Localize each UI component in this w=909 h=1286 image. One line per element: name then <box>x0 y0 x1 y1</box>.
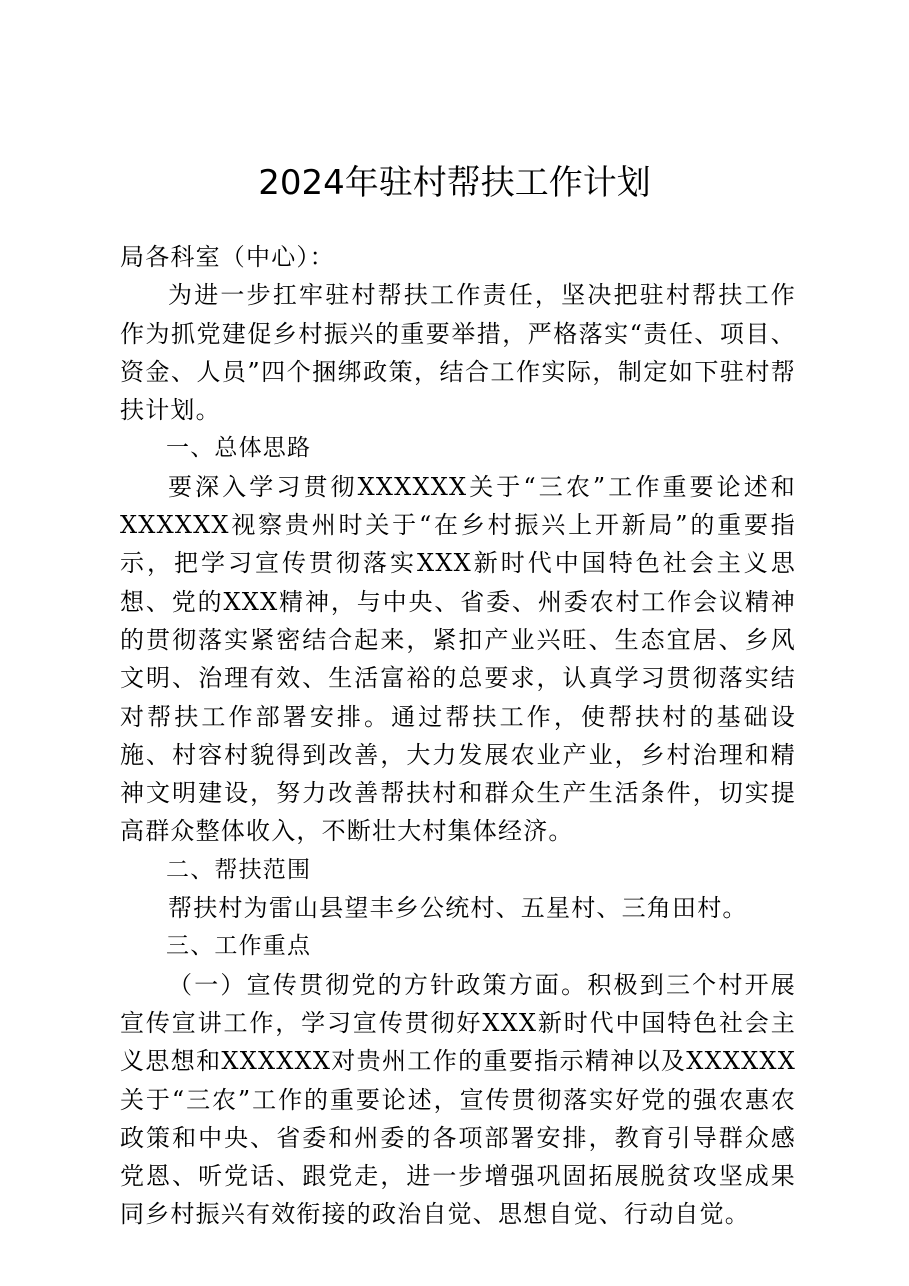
salutation: 局各科室（中心）： <box>120 243 335 271</box>
document-title: 2024年驻村帮扶工作计划 <box>258 163 651 203</box>
section-heading-scope: 二、帮扶范围 <box>166 856 312 883</box>
section-heading-key-work: 三、工作重点 <box>166 933 312 960</box>
section-text-key-work: （一）宣传贯彻党的方针政策方面。积极到三个村开展宣传宣讲工作，学习宣传贯彻好XXX新时代中国特色社会主义思想和XXXXXX对贵州工作的重要指示精神以及XXXXXX关于“三农”工作的重要论述，宣传贯彻落实好党的强农惠农政策和中央、省委和州委的各项部署安排，教育引导群众感党恩、听党话、跟党走，进一步增强巩固拓展脱贫攻坚成果同乡村振兴有效衔接的政治自觉、思想自觉、行动自觉。 <box>120 970 796 1229</box>
document-body <box>120 238 796 1234</box>
intro-paragraph: 为进一步扛牢驻村帮扶工作责任，坚决把驻村帮扶工作作为抓党建促乡村振兴的重要举措，严格落实“责任、项目、资金、人员”四个捆绑政策，结合工作实际，制定如下驻村帮扶计划。 <box>120 281 796 425</box>
section-text-scope: 帮扶村为雷山县望丰乡公统村、五星村、三角田村。 <box>168 894 748 923</box>
section-heading-overall-approach: 一、总体思路 <box>166 435 312 462</box>
section-text-overall-approach: 要深入学习贯彻XXXXXX关于“三农”工作重要论述和XXXXXX视察贵州时关于“在乡村振兴上开新局”的重要指示，把学习宣传贯彻落实XXX新时代中国特色社会主义思想、党的XXX精神，与中央、省委、州委农村工作会议精神的贯彻落实紧密结合起来，紧扣产业兴旺、生态宜居、乡风文明、治理有效、生活富裕的总要求，认真学习贯彻落实结对帮扶工作部署安排。通过帮扶工作，使帮扶村的基础设施、村容村貌得到改善，大力发展农业产业，乡村治理和精神文明建设，努力改善帮扶村和群众生产生活条件，切实提高群众整体收入，不断壮大村集体经济。 <box>120 472 796 846</box>
